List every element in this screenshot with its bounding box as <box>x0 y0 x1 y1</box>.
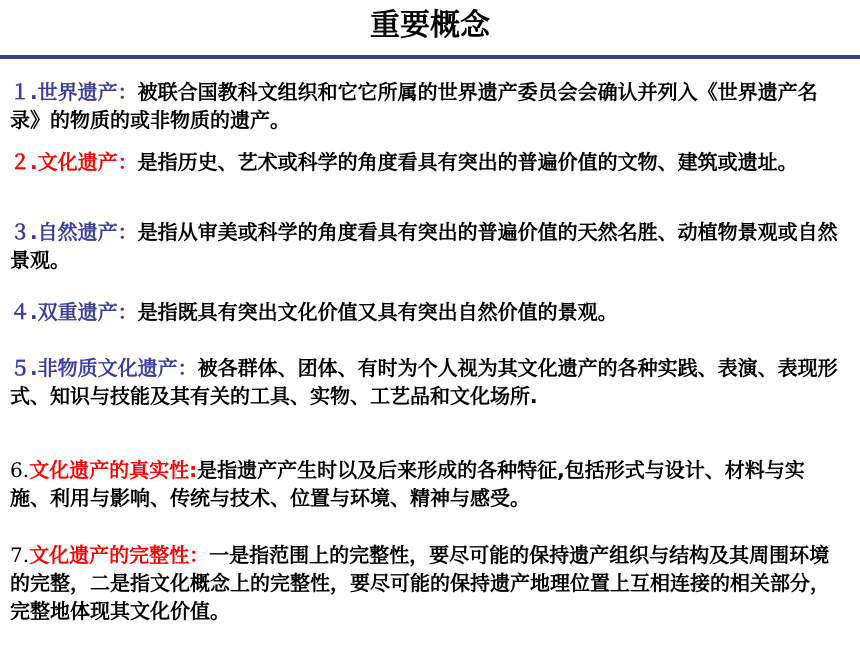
item-definition: 是指历史、艺术或科学的角度看具有突出的普遍价值的文物、建筑或遗址。 <box>137 150 798 174</box>
item-number: １. <box>10 80 38 104</box>
item-term: 文化遗产的真实性 <box>29 458 190 482</box>
concept-item-integrity <box>10 541 840 625</box>
item-definition: 被各群体、团体、有时为个人视为其文化遗产的各种实践、表演、表现形式、知识与技能及其有关的工具、实物、工艺品和文化场所. <box>10 356 838 408</box>
item-colon: : <box>189 458 198 482</box>
title-divider <box>0 55 860 59</box>
item-term: 世界遗产 <box>37 80 118 104</box>
item-term: 自然遗产 <box>37 220 118 244</box>
concept-item-world-heritage <box>10 78 840 134</box>
concept-item-mixed-heritage <box>10 298 840 326</box>
item-colon: ： <box>117 80 138 104</box>
slide-title: 重要概念 <box>370 8 490 43</box>
item-definition: 是指既具有突出文化价值又具有突出自然价值的景观。 <box>137 300 618 324</box>
item-number: ２. <box>10 150 38 174</box>
item-number: 7. <box>10 543 30 567</box>
item-number: ４. <box>10 300 38 324</box>
item-colon: ： <box>117 150 138 174</box>
item-colon: ： <box>177 356 198 380</box>
item-definition: 是指从审美或科学的角度看具有突出的普遍价值的天然名胜、动植物景观或自然景观。 <box>10 220 838 272</box>
item-term: 文化遗产 <box>37 150 118 174</box>
item-colon: ： <box>117 220 138 244</box>
item-term: 文化遗产的完整性 <box>29 543 190 567</box>
item-number: ５. <box>10 356 38 380</box>
item-term: 非物质文化遗产 <box>37 356 178 380</box>
item-definition: 是指遗产产生时以及后来形成的各种特征,包括形式与设计、材料与实施、利用与影响、传统与技术、位置与环境、精神与感受。 <box>10 458 805 510</box>
item-term: 双重遗产 <box>37 300 118 324</box>
concept-item-natural-heritage <box>10 218 840 274</box>
item-colon: ： <box>117 300 138 324</box>
item-definition: 被联合国教科文组织和它它所属的世界遗产委员会会确认并列入《世界遗产名录》的物质的或非物质的遗产。 <box>10 80 818 132</box>
item-number: 6. <box>10 458 30 482</box>
item-number: ３. <box>10 220 38 244</box>
concept-item-authenticity <box>10 456 840 512</box>
concept-item-cultural-heritage <box>10 148 840 176</box>
concept-item-intangible-heritage <box>10 354 840 410</box>
item-colon: ： <box>189 543 210 567</box>
item-definition: 一是指范围上的完整性，要尽可能的保持遗产组织与结构及其周围环境的完整，二是指文化概念上的完整性，要尽可能的保持遗产地理位置上互相连接的相关部分，完整地体现其文化价值。 <box>10 543 830 623</box>
